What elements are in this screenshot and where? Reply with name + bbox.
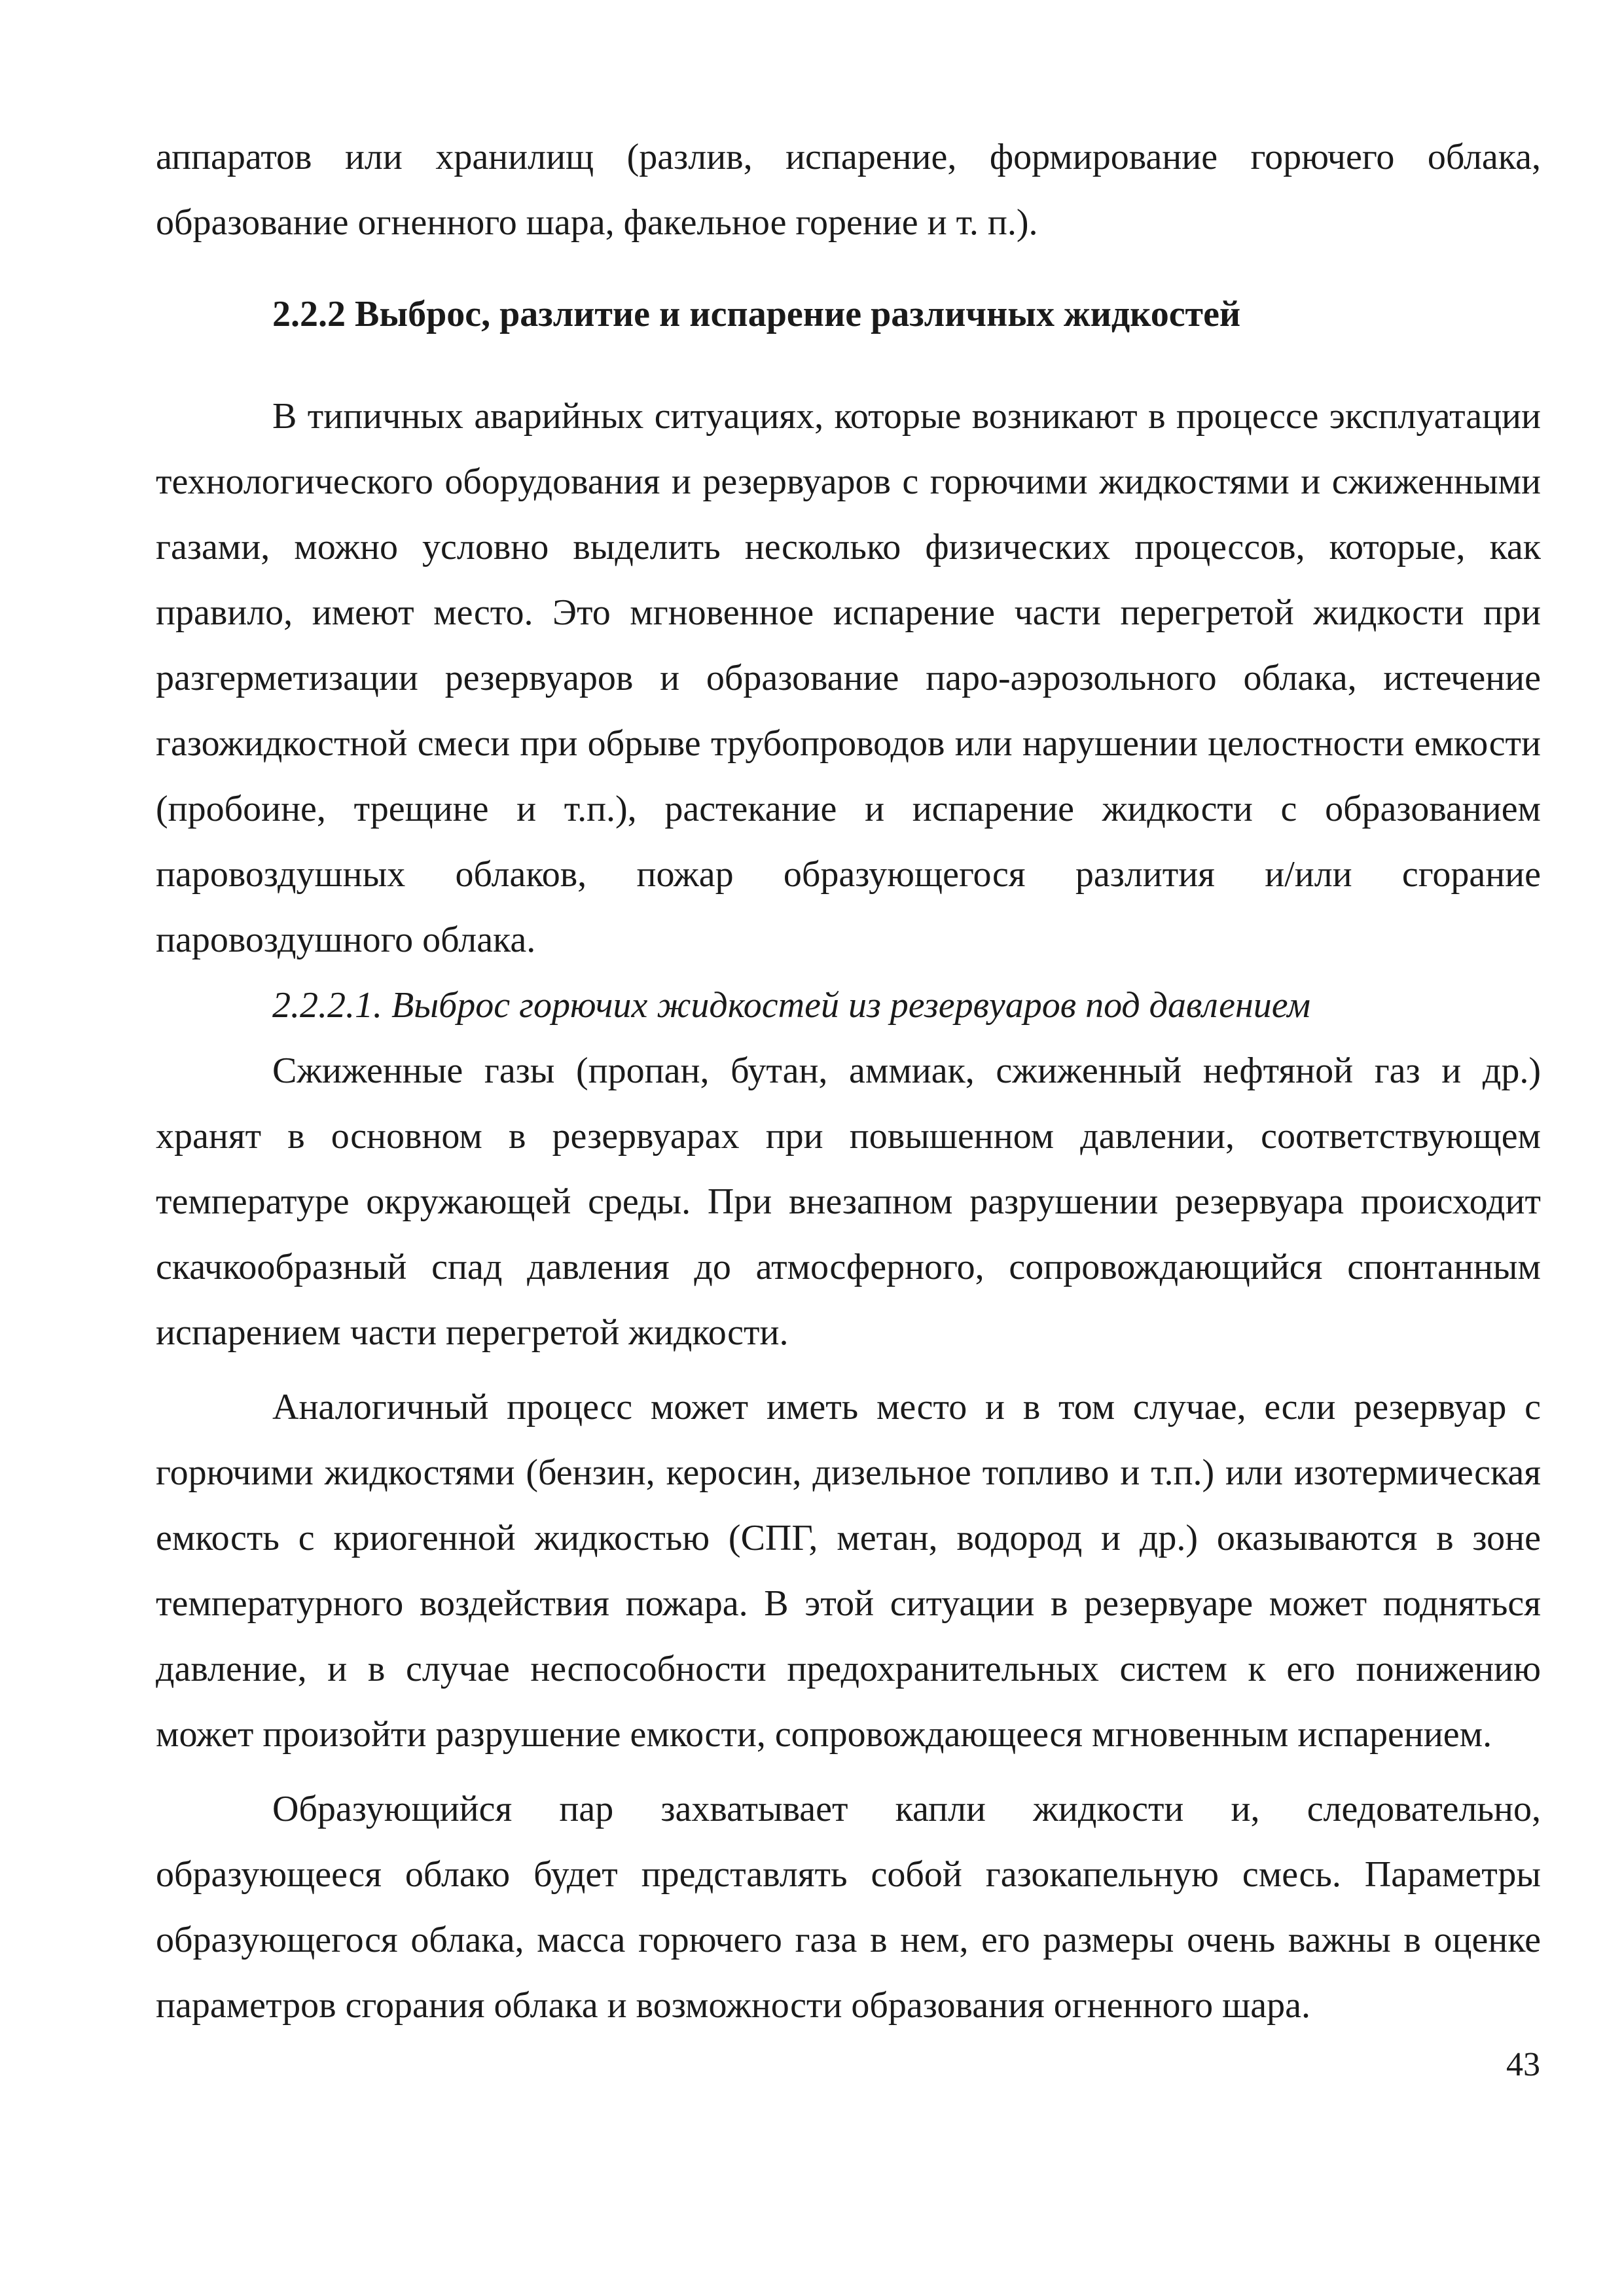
body-paragraph-2: Сжиженные газы (пропан, бутан, аммиак, сжиженный нефтяной газ и др.) хранят в основном в резервуарах при повышенном давлении, соответствующем температуре окружающей среды. При внезапном разрушении резервуара происходит скачкообразный спад давления до атмосферного, сопровождающийся спонтанным испарением части перегретой жидкости. bbox=[156, 1050, 1541, 1353]
subsection-heading: 2.2.2.1. Выброс горючих жидкостей из резервуаров под давлением bbox=[272, 985, 1310, 1026]
body-paragraph-3: Аналогичный процесс может иметь место и в том случае, если резервуар с горючими жидкостями (бензин, керосин, дизельное топливо и т.п.) или изотермическая емкость с криогенной жидкостью (СПГ, метан, водород и др.) оказываются в зоне температурного воздействия пожара. В этой ситуации в резервуаре может подняться давление, и в случае неспособности предохранительных систем к его понижению может произойти разрушение емкости, сопровождающееся мгновенным испарением. bbox=[156, 1387, 1541, 1755]
continuation-paragraph: аппаратов или хранилищ (разлив, испарение, формирование горючего облака, образование огненного шара, факельное горение и т. п.). bbox=[156, 137, 1541, 243]
body-paragraph-4: Образующийся пар захватывает капли жидкости и, следовательно, образующееся облако будет представлять собой газокапельную смесь. Параметры образующегося облака, масса горючего газа в нем, его размеры очень важны в оценке параметров сгорания облака и возможности образования огненного шара. bbox=[156, 1789, 1541, 2026]
body-paragraph-1: В типичных аварийных ситуациях, которые возникают в процессе эксплуатации технологического оборудования и резервуаров с горючими жидкостями и сжиженными газами, можно условно выделить несколько физических процессов, которые, как правило, имеют место. Это мгновенное испарение части перегретой жидкости при разгерметизации резервуаров и образование паро-аэрозольного облака, истечение газожидкостной смеси при обрыве трубопроводов или нарушении целостности емкости (пробоине, трещине и т.п.), растекание и испарение жидкости с образованием паровоздушных облаков, пожар образующегося разлития и/или сгорание паровоздушного облака. bbox=[156, 396, 1541, 960]
document-page bbox=[156, 124, 1541, 2038]
section-heading: 2.2.2 Выброс, разлитие и испарение различных жидкостей bbox=[272, 294, 1241, 334]
page-number: 43 bbox=[1506, 2046, 1540, 2083]
